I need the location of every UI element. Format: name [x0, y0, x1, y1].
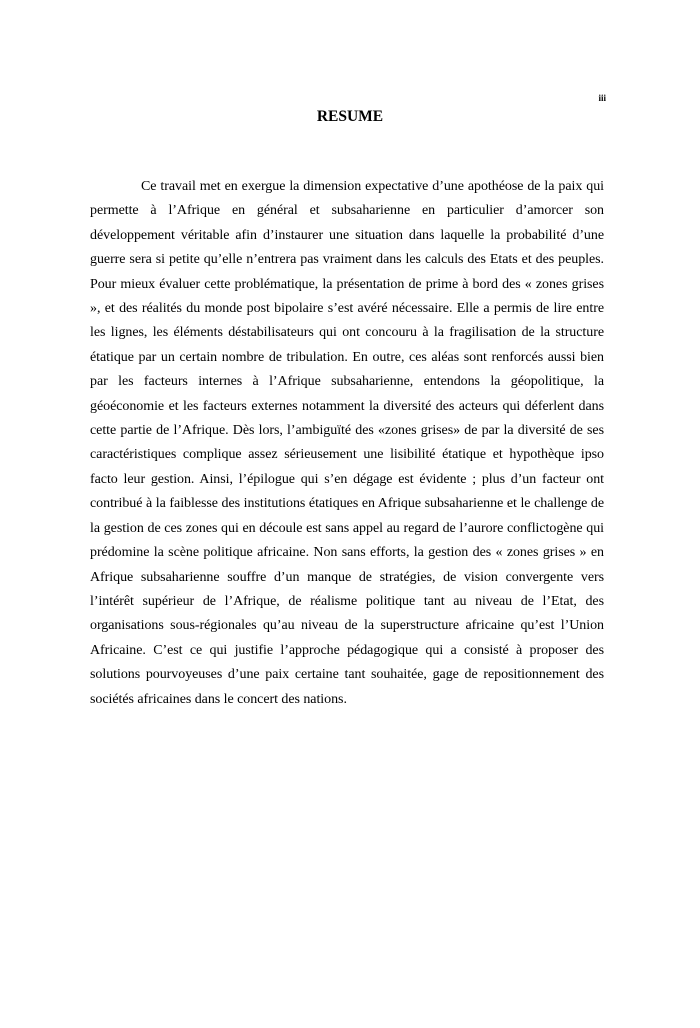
abstract-paragraph: Ce travail met en exergue la dimension expectative d’une apothéose de la paix qui permette à l’Afrique en général et subsaharienne en particulier d’amorcer son développement véritable afin d’instaurer une situation dans laquelle la probabilité d’une guerre sera si petite qu’elle n’entrera pas vraiment dans les calculs des Etats et des peuples. Pour mieux évaluer cette problématique, la présentation de prime à bord des « zones grises », et des réalités du monde post bipolaire s’est avéré nécessaire. Elle a permis de lire entre les lignes, les éléments déstabilisateurs qui ont concouru à la fragilisation de la structure étatique par un certain nombre de tribulation. En outre, ces aléas sont renforcés aussi bien par les facteurs internes à l’Afrique subsaharienne, entendons la géopolitique, la géoéconomie et les facteurs externes notamment la diversité des acteurs qui déferlent dans cette partie de l’Afrique. Dès lors, l’ambiguïté des «zones grises» de par la diversité de ses caractéristiques complique assez sérieusement une lisibilité étatique et hypothèque ipso facto leur gestion. Ainsi, l’épilogue qui s’en dégage est évidente ; plus d’un facteur ont contribué à la faiblesse des institutions étatiques en Afrique subsaharienne et le challenge de la gestion de ces zones qui en découle est sans appel au regard de l’aurore conflictogène qui prédomine la scène politique africaine. Non sans efforts, la gestion des « zones grises » en Afrique subsaharienne souffre d’un manque de stratégies, de vision convergente vers l’intérêt supérieur de l’Afrique, de réalisme politique tant au niveau de l’Etat, des organisations sous-régionales qu’au niveau de la superstructure africaine qu’est l’Union Africaine. C’est ce qui justifie l’approche pédagogique qui a consisté à proposer des solutions pourvoyeuses d’une paix certaine tant souhaitée, gage de repositionnement des sociétés africaines dans le concert des nations. — [90, 179, 604, 707]
page-title-text: RESUME — [316, 108, 384, 125]
page-title — [0, 107, 700, 127]
page-number: iii — [598, 93, 606, 103]
